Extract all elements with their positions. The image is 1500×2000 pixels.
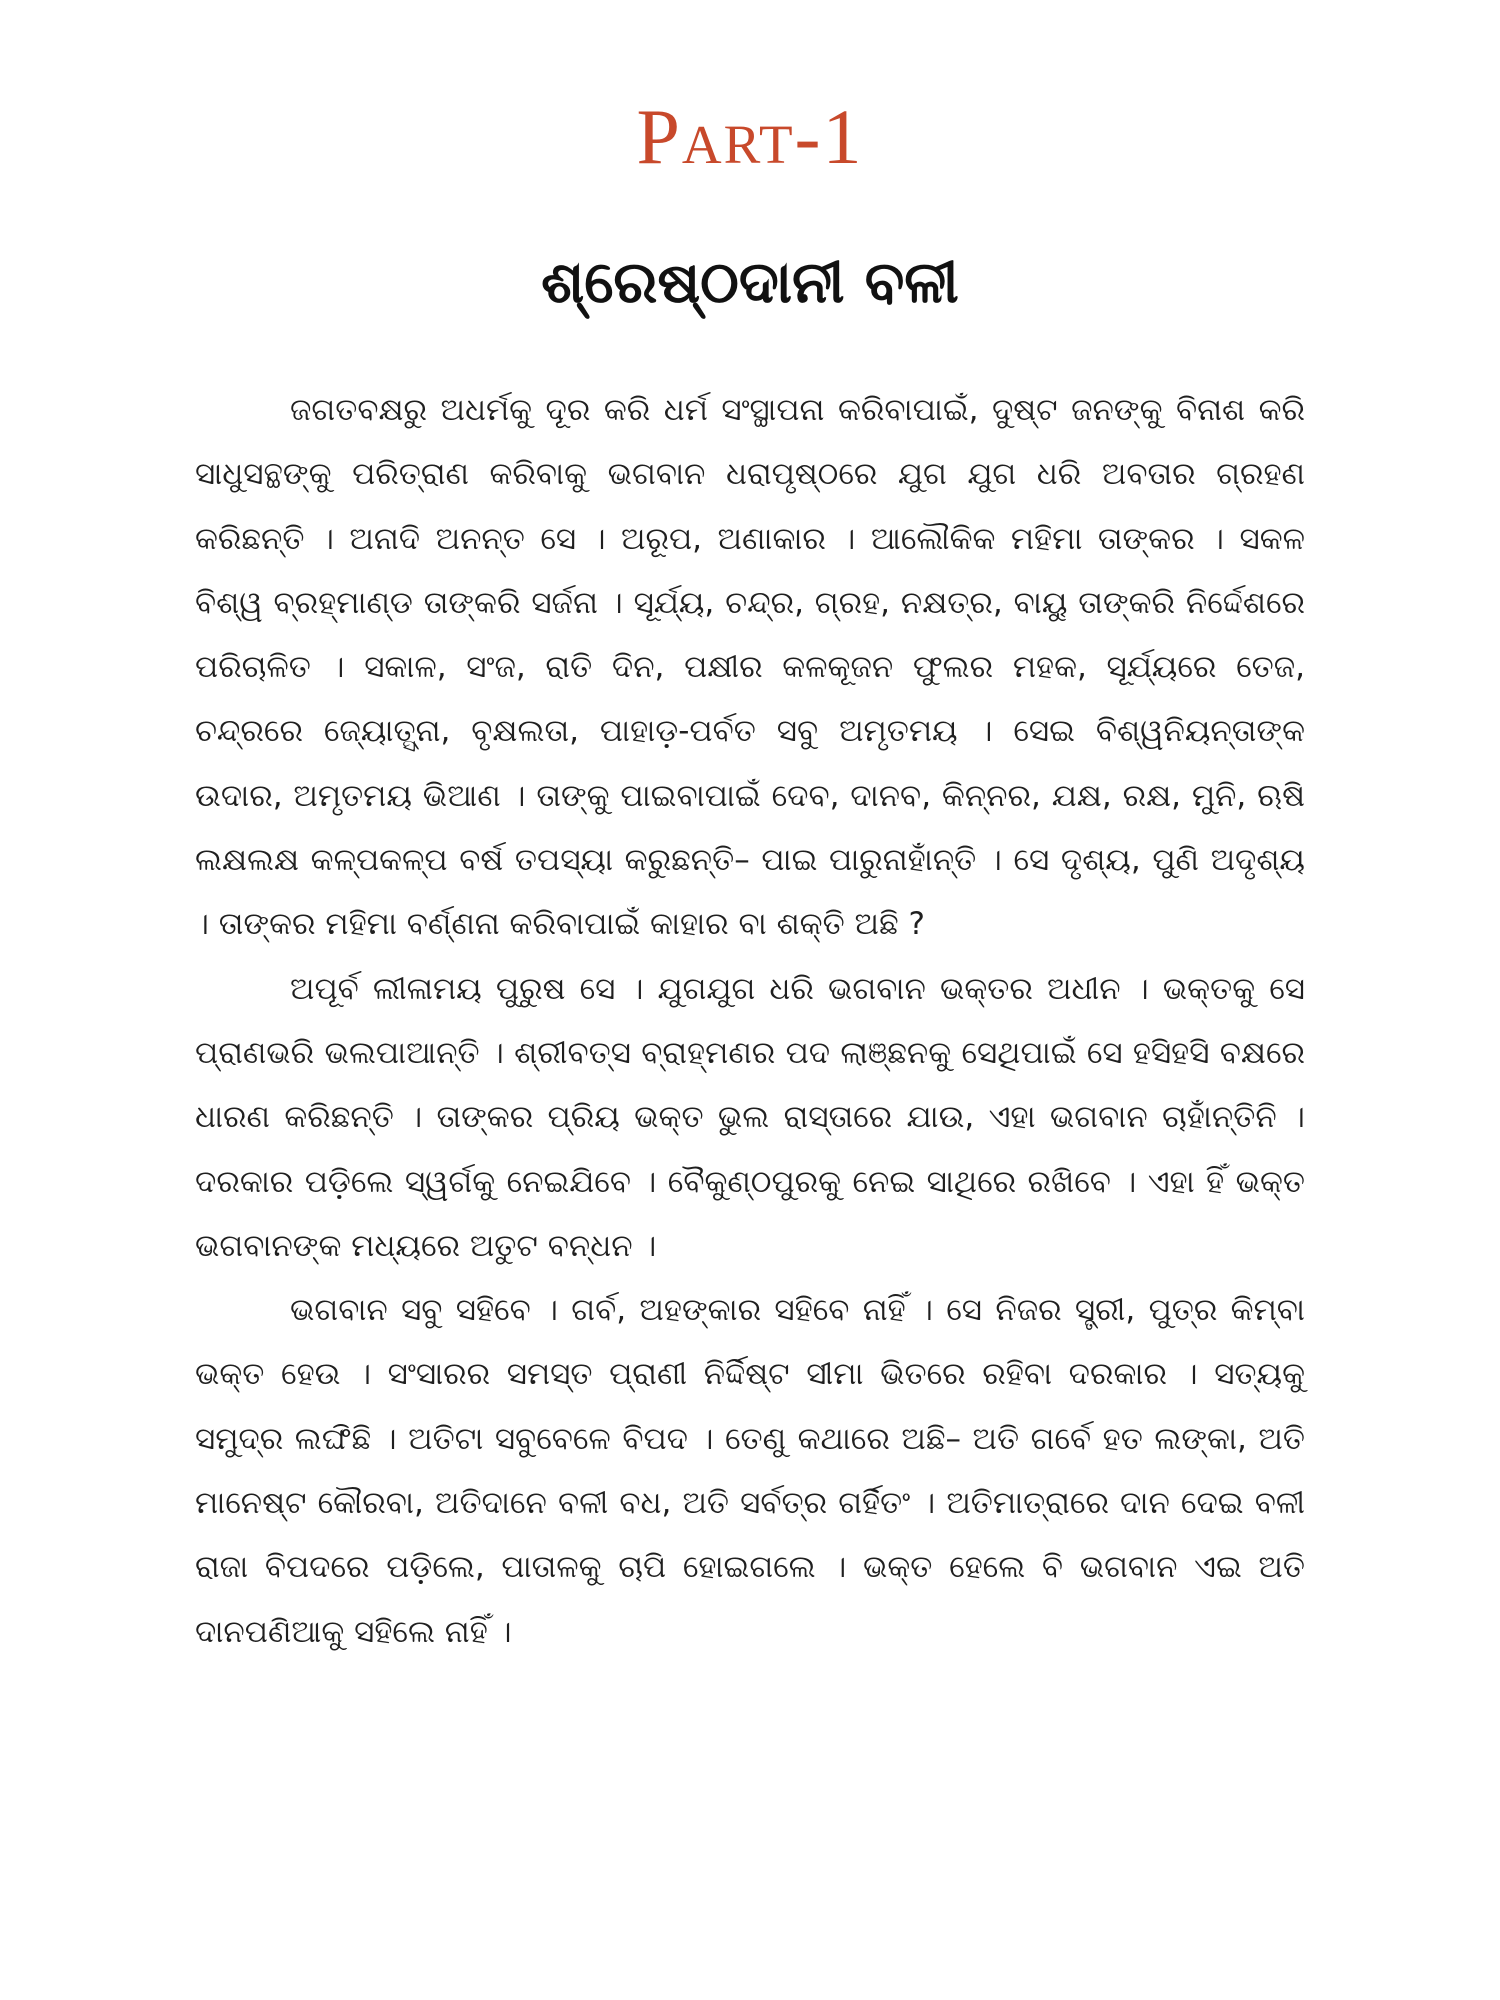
paragraph-3: ଭଗବାନ ସବୁ ସହିବେ । ଗର୍ବ, ଅହଙ୍କାର ସହିବେ ନାହିଁ । ସେ ନିଜର ସ୍ତ୍ରୀ, ପୁତ୍ର କିମ୍ବା ଭକ୍ତ ହେଉ । ସଂସାରର ସମସ୍ତ ପ୍ରାଣୀ ନିର୍ଦ୍ଦିଷ୍ଟ ସୀମା ଭିତରେ ରହିବା ଦରକାର । ସତ୍ୟକୁ ସମୁଦ୍ର ଲଙ୍ଘିଛି । ଅତିଟା ସବୁବେଳେ ବିପଦ । ତେଣୁ କଥାରେ ଅଛି– ଅତି ଗର୍ବେ ହତ ଲଙ୍କା, ଅତି ମାନେଷ୍ଟ କୌରବା, ଅତିଦାନେ ବଳୀ ବଧ, ଅତି ସର୍ବତ୍ର ଗର୍ହିତଂ । ଅତିମାତ୍ରାରେ ଦାନ ଦେଇ ବଳୀ ରାଜା ବିପଦରେ ପଡ଼ିଲେ, ପାତାଳକୁ ଚାପି ହୋଇଗଲେ । ଭକ୍ତ ହେଲେ ବି ଭଗବାନ ଏଇ ଅତି ଦାନପଣିଆକୁ ସହିଲେ ନାହିଁ । bbox=[195, 1292, 1305, 1650]
paragraph-2: ଅପୂର୍ବ ଲୀଳାମୟ ପୁରୁଷ ସେ । ଯୁଗଯୁଗ ଧରି ଭଗବାନ ଭକ୍ତର ଅଧୀନ । ଭକ୍ତକୁ ସେ ପ୍ରାଣଭରି ଭଲପାଆନ୍ତି । ଶ୍ରୀବତ୍ସ ବ୍ରାହ୍ମଣର ପଦ ଲାଞ୍ଛନକୁ ସେଥିପାଇଁ ସେ ହସିହସି ବକ୍ଷରେ ଧାରଣ କରିଛନ୍ତି । ତାଙ୍କର ପ୍ରିୟ ଭକ୍ତ ଭୁଲ ରାସ୍ତାରେ ଯାଉ, ଏହା ଭଗବାନ ଚାହାଁନ୍ତିନି । ଦରକାର ପଡ଼ିଲେ ସ୍ୱର୍ଗକୁ ନେଇଯିବେ । ବୈକୁଣ୍ଠପୁରକୁ ନେଇ ସାଥିରେ ରଖିବେ । ଏହା ହିଁ ଭକ୍ତ ଭଗବାନଙ୍କ ମଧ୍ୟରେ ଅତୁଟ ବନ୍ଧନ । bbox=[195, 970, 1305, 1264]
chapter-title: ଶ୍ରେଷ୍ଠଦାନୀ ବଳୀ bbox=[541, 248, 959, 316]
body-text bbox=[195, 378, 1305, 1664]
paragraph-1: ଜଗତବକ୍ଷରୁ ଅଧର୍ମକୁ ଦୂର କରି ଧର୍ମ ସଂସ୍ଥାପନା କରିବାପାଇଁ, ଦୁଷ୍ଟ ଜନଙ୍କୁ ବିନାଶ କରି ସାଧୁସନ୍ଥଙ୍କୁ ପରିତ୍ରାଣ କରିବାକୁ ଭଗବାନ ଧରାପୃଷ୍ଠରେ ଯୁଗ ଯୁଗ ଧରି ଅବତାର ଗ୍ରହଣ କରିଛନ୍ତି । ଅନାଦି ଅନନ୍ତ ସେ । ଅରୂପ, ଅଣାକାର । ଆଲୌକିକ ମହିମା ତାଙ୍କର । ସକଳ ବିଶ୍ୱ ବ୍ରହ୍ମାଣ୍ଡ ତାଙ୍କରି ସର୍ଜନା । ସୂର୍ଯ୍ୟ, ଚନ୍ଦ୍ର, ଗ୍ରହ, ନକ୍ଷତ୍ର, ବାୟୁ ତାଙ୍କରି ନିର୍ଦ୍ଦେଶରେ ପରିଚାଳିତ । ସକାଳ, ସଂଜ, ରାତି ଦିନ, ପକ୍ଷୀର କଳକୂଜନ ଫୁଲର ମହକ, ସୂର୍ଯ୍ୟରେ ତେଜ, ଚନ୍ଦ୍ରରେ ଜ୍ୟୋତ୍ସ୍ନା, ବୃକ୍ଷଲତା, ପାହାଡ଼-ପର୍ବତ ସବୁ ଅମୃତମୟ । ସେଇ ବିଶ୍ୱନିୟନ୍ତାଙ୍କ ଉଦାର, ଅମୃତମୟ ଭିଆଣ । ତାଙ୍କୁ ପାଇବାପାଇଁ ଦେବ, ଦାନବ, କିନ୍ନର, ଯକ୍ଷ, ରକ୍ଷ, ମୁନି, ଋଷି ଲକ୍ଷଲକ୍ଷ କଳ୍ପକଳ୍ପ ବର୍ଷ ତପସ୍ୟା କରୁଛନ୍ତି– ପାଇ ପାରୁନାହାଁନ୍ତି । ସେ ଦୃଶ୍ୟ, ପୁଣି ଅଦୃଶ୍ୟ । ତାଙ୍କର ମହିମା ବର୍ଣ୍ଣନା କରିବାପାଇଁ କାହାର ବା ଶକ୍ତି ଅଛି ? bbox=[195, 392, 1305, 943]
part-heading: Part-1 bbox=[636, 93, 864, 180]
